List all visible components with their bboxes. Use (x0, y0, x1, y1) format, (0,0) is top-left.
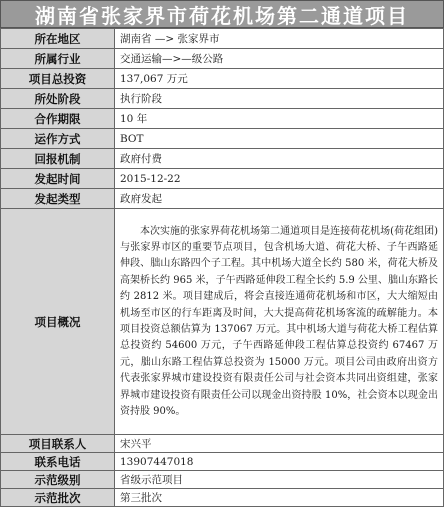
field-value: 10 年 (115, 109, 444, 129)
row-operation-mode (1, 129, 444, 149)
row-term (1, 109, 444, 129)
field-label: 示范级别 (1, 471, 115, 489)
field-value: 宋兴平 (115, 435, 444, 453)
field-label: 所在地区 (1, 29, 115, 49)
field-label: 示范批次 (1, 489, 115, 507)
field-value: 政府付费 (115, 149, 444, 169)
field-label: 所属行业 (1, 49, 115, 69)
project-info-table (0, 28, 444, 507)
field-value: 2015-12-22 (115, 169, 444, 189)
field-label: 发起类型 (1, 189, 115, 209)
field-label: 回报机制 (1, 149, 115, 169)
field-label: 项目联系人 (1, 435, 115, 453)
row-contact-phone (1, 453, 444, 471)
row-industry (1, 49, 444, 69)
field-value: 执行阶段 (115, 89, 444, 109)
field-value: 13907447018 (115, 453, 444, 471)
row-demo-batch (1, 489, 444, 507)
field-value: 湖南省 —> 张家界市 (115, 29, 444, 49)
field-label: 运作方式 (1, 129, 115, 149)
field-label: 项目总投资 (1, 69, 115, 89)
title-bar (0, 0, 444, 28)
field-label: 合作期限 (1, 109, 115, 129)
field-value: BOT (115, 129, 444, 149)
field-value: 137,067 万元 (115, 69, 444, 89)
row-stage (1, 89, 444, 109)
row-overview (1, 209, 444, 435)
page-title: 湖南省张家界市荷花机场第二通道项目 (35, 3, 409, 28)
field-value: 省级示范项目 (115, 471, 444, 489)
field-value: 第三批次 (115, 489, 444, 507)
field-label: 所处阶段 (1, 89, 115, 109)
row-launch-date (1, 169, 444, 189)
row-contact-person (1, 435, 444, 453)
project-overview-text: 本次实施的张家界荷花机场第二通道项目是连接荷花机场(荷花组团)与张家界市区的重要节点项目，包含机场大道、荷花大桥、子午西路延伸段、朏山东路四个子工程。其中机场大道全长约 580 米，荷花大桥及高架桥长约 965 米，子午西路延伸段工程全长约 5.9 公里、朏山东路长约 2812 米。项目建成后，将会直接连通荷花机场和市区，大大缩短由机场至市区的行车距离及时间，大大提高荷花机场客流的疏解能力。本项目投资总额估算为 137067 万元。其中机场大道与荷花大桥工程估算总投资约 54600 万元，子午西路延伸段工程估算总投资约 67467 万元，朏山东路工程估算总投资为 15000 万元。项目公司由政府出资方代表张家界城市建设投资有限责任公司与社会资本共同出资组建，张家界城市建设投资有限责任公司以现金出资持股 10%，社会资本以现金出资持股 90%。 (115, 209, 444, 435)
row-return-mechanism (1, 149, 444, 169)
field-value: 交通运输—>—级公路 (115, 49, 444, 69)
row-region (1, 29, 444, 49)
field-label: 联系电话 (1, 453, 115, 471)
row-total-investment (1, 69, 444, 89)
row-launch-type (1, 189, 444, 209)
field-label: 项目概况 (1, 209, 115, 435)
field-label: 发起时间 (1, 169, 115, 189)
field-value: 政府发起 (115, 189, 444, 209)
